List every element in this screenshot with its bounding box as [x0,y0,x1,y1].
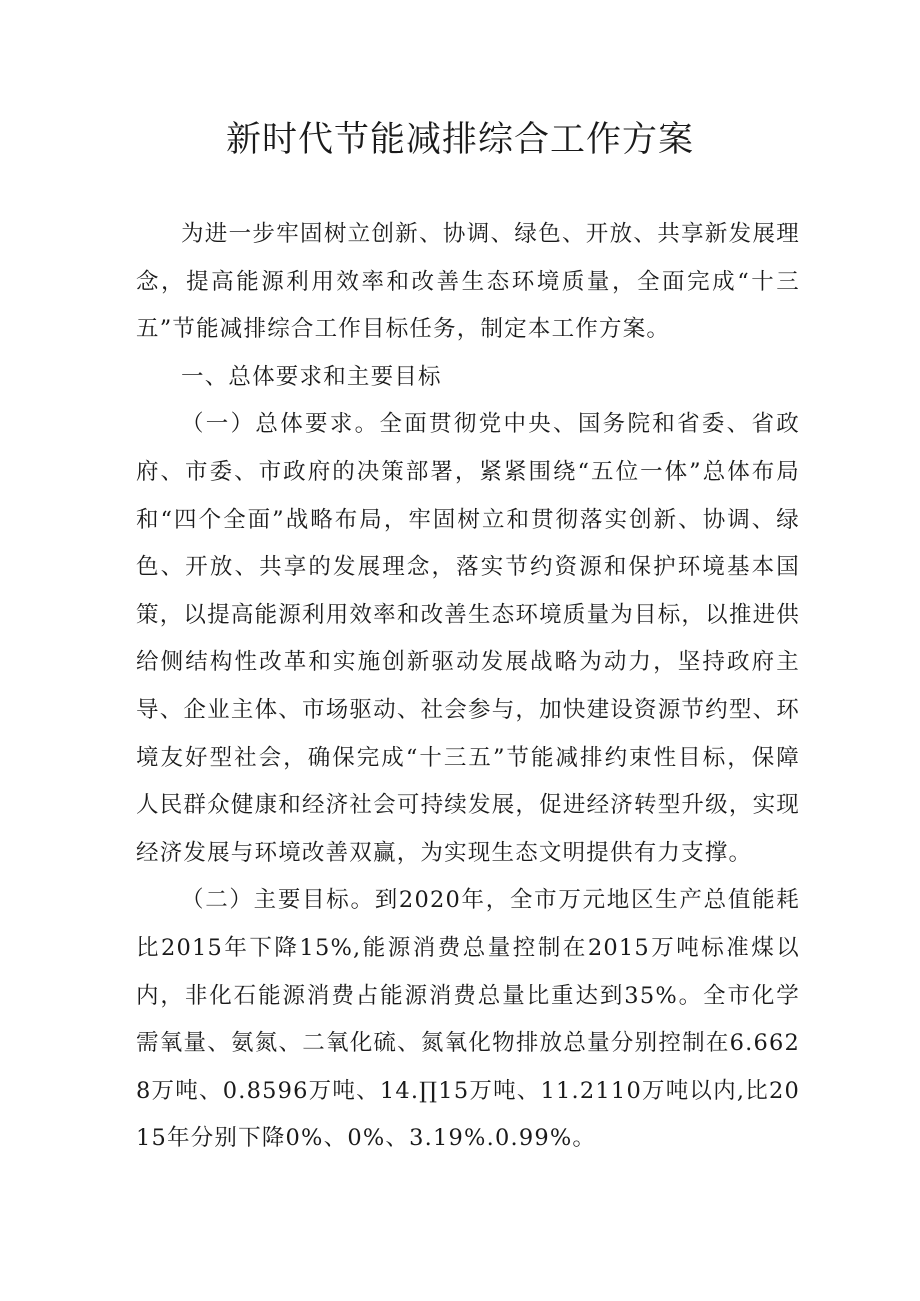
document-title: 新时代节能减排综合工作方案 [225,120,694,160]
paragraph-main-targets: （二）主要目标。到2020年，全市万元地区生产总值能耗比2015年下降15%,能源消费总量控制在2015万吨标准煤以内，非化石能源消费占能源消费总量比重达到35%。全市化学需氧量、氨氮、二氧化硫、氮氧化物排放总量分别控制在6.6628万吨、0.8596万吨、14.∏15万吨、11.2110万吨以内,比2015年分别下降0%、0%、3.19%.0.99%。 [136,887,800,1152]
section-heading-general: 一、总体要求和主要目标 [181,363,442,390]
paragraph-intro: 为进一步牢固树立创新、协调、绿色、开放、共享新发展理念，提高能源利用效率和改善生态环境质量，全面完成“十三五”节能减排综合工作目标任务，制定本工作方案。 [136,221,800,343]
paragraph-general-requirements: （一）总体要求。全面贯彻党中央、国务院和省委、省政府、市委、市政府的决策部署，紧紧围绕“五位一体”总体布局和“四个全面”战略布局，牢固树立和贯彻落实创新、协调、绿色、开放、共享的发展理念，落实节约资源和保护环境基本国策，以提高能源利用效率和改善生态环境质量为目标，以推进供给侧结构性改革和实施创新驱动发展战略为动力，坚持政府主导、企业主体、市场驱动、社会参与，加快建设资源节约型、环境友好型社会，确保完成“十三五”节能减排约束性目标，保障人民群众健康和经济社会可持续发展，促进经济转型升级，实现经济发展与环境改善双赢，为实现生态文明提供有力支撑。 [136,411,800,866]
document-body [136,211,800,1163]
